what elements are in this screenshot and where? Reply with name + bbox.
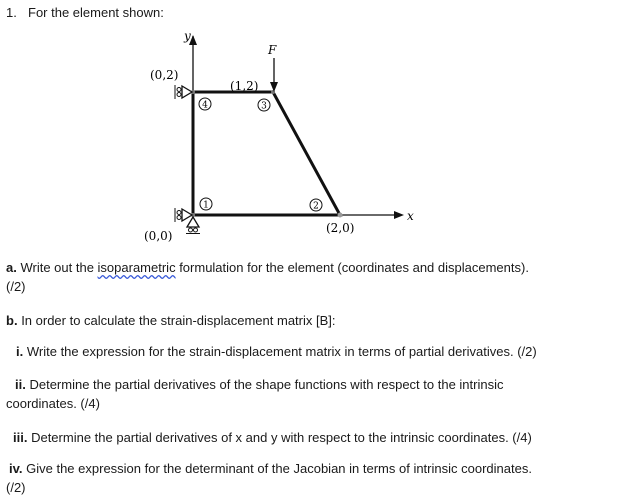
coord-label-top-left: (0,2) (150, 68, 179, 82)
part-a-marks: (/2) (6, 279, 26, 294)
part-b (6, 311, 616, 330)
coord-label-bottom-left: (0,0) (144, 229, 173, 243)
roller-support-left-icon (175, 208, 192, 222)
x-axis-label: x (407, 209, 414, 223)
part-b-i-label: i. (16, 344, 24, 359)
node-number-3 (258, 99, 270, 112)
part-b-ii-text-line1: Determine the partial derivatives of the shape functions with respect to the intrinsic (29, 377, 504, 392)
x-axis-arrow-icon (394, 211, 404, 219)
question-number: 1. (6, 5, 17, 20)
coord-label-bottom-right: (2,0) (326, 221, 355, 235)
part-a-underlined-term: isoparametric (97, 260, 176, 275)
part-b-i (16, 342, 616, 361)
y-axis-label: y (184, 29, 191, 43)
part-b-ii-label: ii. (15, 377, 26, 392)
part-a (6, 258, 616, 296)
part-b-iv-text-line2: (/2) (6, 480, 26, 495)
svg-text:2: 2 (313, 201, 319, 212)
part-b-i-text: Write the expression for the strain-displacement matrix in terms of partial derivatives. (/2) (26, 344, 537, 359)
part-b-ii-text-line2: coordinates. (/4) (6, 396, 100, 411)
part-a-text-after: formulation for the element (coordinates and displacements). (175, 260, 529, 275)
node-2-point (338, 213, 343, 218)
part-b-text: In order to calculate the strain-displacement matrix [B]: (21, 313, 336, 328)
force-label: F (268, 43, 277, 57)
svg-text:1: 1 (203, 200, 209, 211)
roller-support-bottom-icon (186, 217, 200, 234)
part-b-iv-label: iv. (9, 461, 23, 476)
part-a-label: a. (6, 260, 17, 275)
part-b-iii-text: Determine the partial derivatives of x and y with respect to the intrinsic coordinates. (/4) (31, 430, 532, 445)
part-b-iv-text-line1: Give the expression for the determinant of the Jacobian in terms of intrinsic coordinates. (26, 461, 532, 476)
question-prompt: For the element shown: (28, 5, 164, 20)
part-b-label: b. (6, 313, 18, 328)
node-number-4 (199, 98, 211, 111)
coord-label-top-right: (1,2) (230, 79, 259, 93)
svg-text:4: 4 (202, 100, 208, 111)
part-b-ii (6, 375, 616, 413)
part-b-iii (13, 428, 616, 447)
node-number-2 (310, 199, 322, 212)
part-b-iii-label: iii. (13, 430, 28, 445)
svg-text:3: 3 (261, 101, 267, 112)
node-number-1 (200, 198, 212, 211)
part-a-text-before: Write out the (20, 260, 98, 275)
roller-support-top-icon (175, 85, 192, 99)
part-b-iv (6, 459, 616, 497)
